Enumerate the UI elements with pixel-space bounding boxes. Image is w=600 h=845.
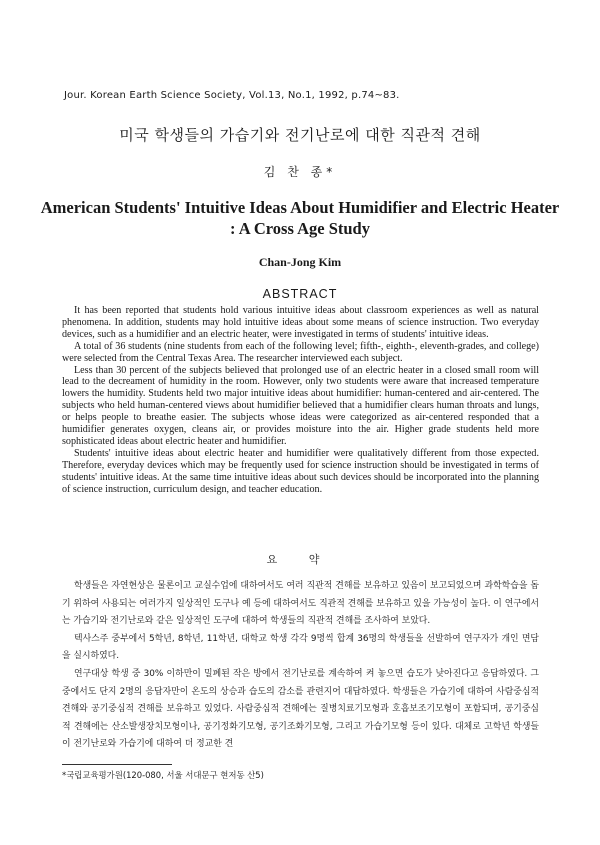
english-title <box>0 197 600 239</box>
korean-summary-body <box>62 578 539 754</box>
korean-title: 미국 학생들의 가습기와 전기난로에 대한 직관적 견해 <box>119 126 481 144</box>
footnote-divider <box>62 764 172 765</box>
abstract-paragraph: Less than 30 percent of the subjects believed that prolonged use of an electric heater in a closed small room will lead to the decreament of humidity in the room. However, only two students were aware that increased temperature lowers the humidity. Students held two major intuitive ideas about humidifier: human-centered and air-centered. The subjects who held human-centered views about humidifier believed that a humidifier clears human throats and lungs, or helps people to breathe easier. The subjects whose ideas were categorized as air-centered responded that a humidifier generates oxygen, cleans air, or provides moisture into the air. Higher grade students held more sophisticated ideas about electric heater and humidifier. <box>62 364 539 447</box>
english-author: Chan-Jong Kim <box>258 255 342 269</box>
abstract-paragraph: It has been reported that students hold various intuitive ideas about classroom experiences as well as natural phenomena. In addition, students may hold intuitive ideas about some means of science instruction. Two everyday devices, such as a humidifier and an electric heater, were investigated in terms of students' intuitive ideas. <box>62 305 539 340</box>
korean-paragraph: 연구대상 학생 중 30% 이하만이 밀폐된 작은 방에서 전기난로를 계속하여 켜 놓으면 습도가 낮아진다고 응답하였다. 그 중에서도 단지 2명의 응답자만이 온도의 상승과 습도의 감소를 관련지어 대답하였다. 학생들은 가습기에 대하여 사람중심적 견해와 공기중심적 견해를 보유하고 있었다. 사람중심적 견해에는 질병치료기모형과 호흡보조기모형이 포함되며, 공기중심적 견해에는 산소발생장치모형이나, 공기정화기모형, 공기조화기모형, 그리고 가습기모형 등이 있다. 대체로 고학년 학생들이 전기난로와 가습기에 대하여 더 정교한 견 <box>62 668 539 750</box>
english-title-line2: : A Cross Age Study <box>230 219 370 238</box>
korean-author: 김 찬 종* <box>263 165 337 179</box>
korean-paragraph: 텍사스주 중부에서 5학년, 8학년, 11학년, 대학교 학생 각각 9명씩 합계 36명의 학생들을 선발하여 연구자가 개인 면담을 실시하였다. <box>62 633 539 662</box>
korean-summary-heading: 요 약 <box>266 553 334 566</box>
abstract-body <box>62 305 539 496</box>
abstract-paragraph: Students' intuitive ideas about electric heater and humidifier were qualitatively different from those expected. Therefore, everyday devices which may be frequently used for science instruction should be investigated in terms of students' intuitive ideas. At the same time intuitive ideas about such devices should be incorporated into the planning of science instruction, curriculum design, and teacher education. <box>62 447 539 495</box>
korean-paragraph: 학생들은 자연현상은 물론이고 교실수업에 대하여서도 여러 직관적 견해를 보유하고 있음이 보고되었으며 과학학습을 돕기 위하여 사용되는 여러가지 일상적인 도구나 예 등에 대하여서도 직관적 견해를 보유하고 있을 가능성이 높다. 이 연구에서는 가습기와 전기난로와 같은 일상적인 도구에 대하여 학생들의 직관적 견해를 조사하여 보았다. <box>62 581 539 627</box>
abstract-heading: ABSTRACT <box>262 287 338 301</box>
author-affiliation-footnote: *국립교육평가원(120-080, 서울 서대문구 현저동 산5) <box>62 770 264 780</box>
journal-citation: Jour. Korean Earth Science Society, Vol.13, No.1, 1992, p.74~83. <box>64 90 400 101</box>
abstract-paragraph: A total of 36 students (nine students from each of the following level; fifth-, eighth-, eleventh-grades, and college) were selected from the Central Texas Area. The researcher interviewed each subject. <box>62 340 539 364</box>
english-title-line1: American Students' Intuitive Ideas About Humidifier and Electric Heater <box>40 198 560 217</box>
